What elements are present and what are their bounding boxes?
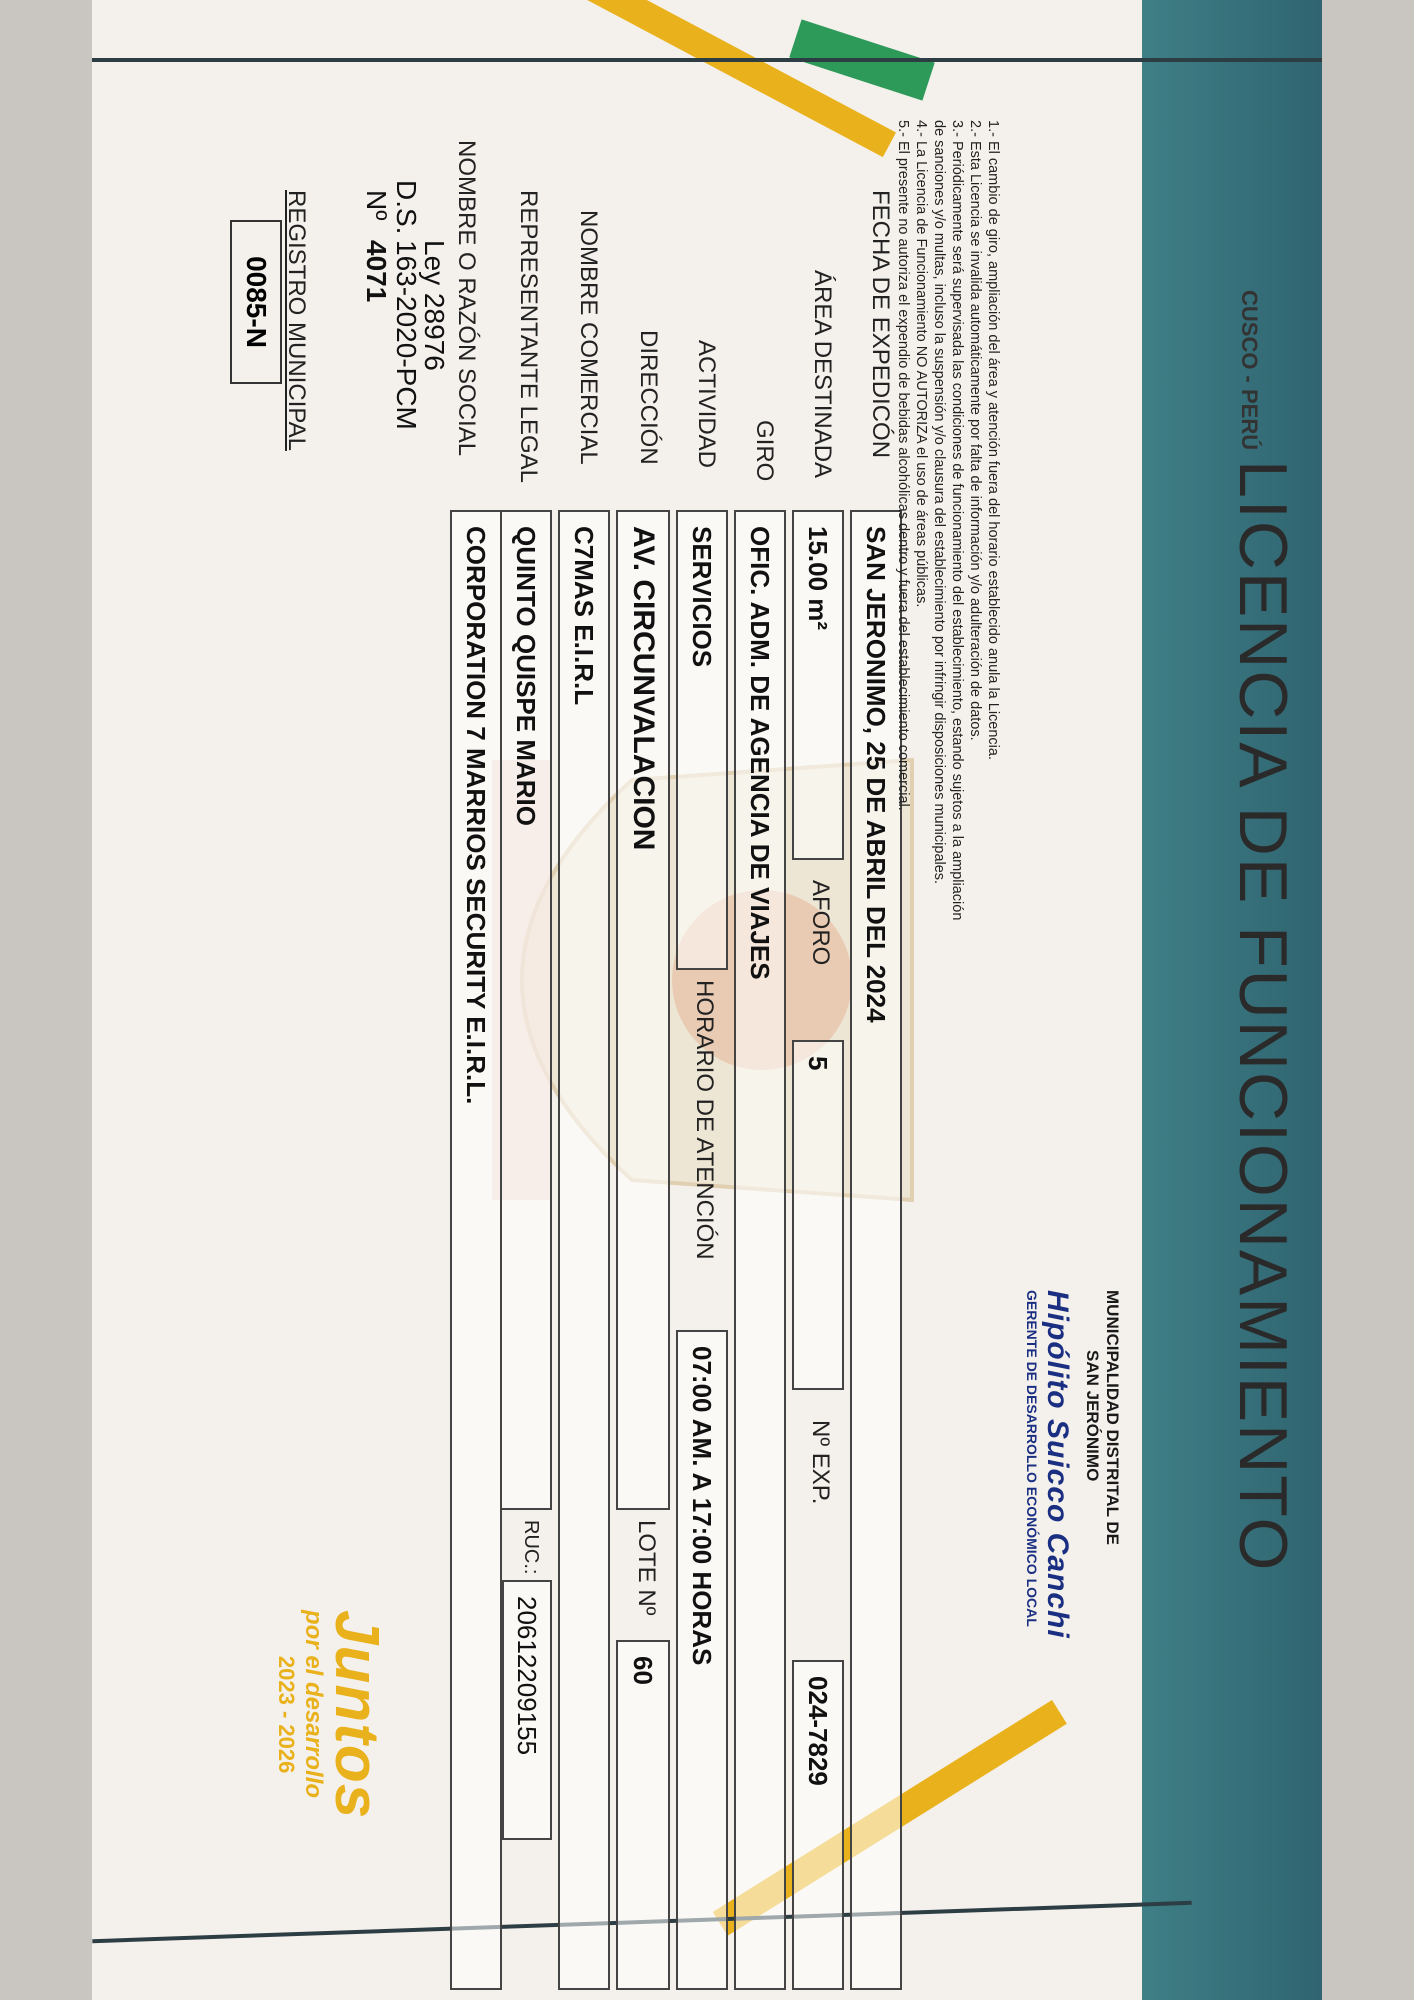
direccion-label: DIRECCIÓN [635,330,662,465]
municipality-line1: MUNICIPALIDAD DISTRITAL DE [1103,1290,1122,1545]
actividad-field: SERVICIOS [676,510,728,970]
numero-value: 4071 [361,240,392,303]
document-title: LICENCIA DE FUNCIONAMIENTO [1225,460,1301,1573]
registro-value: 0085-N [230,220,282,384]
ley-value: Ley 28976 [419,240,450,371]
exp-label: Nº EXP. [807,1420,834,1505]
note-item: 3.- Periódicamente será supervisada las condiciones de funcionamiento del establecimiento, estando sujetos a la ampliación [949,120,965,921]
ruc-field: 20612209155 [502,1580,552,1840]
note-item: 5.- El presente no autoriza el expendio de bebidas alcohólicas dentro y fuera del establecimiento comercial. [895,120,911,811]
horario-field: 07:00 AM. A 17:00 HORAS [676,1330,728,1990]
nombre-comercial-field: C7MAS E.I.R.L [558,510,610,1990]
signatory-role: GERENTE DE DESARROLLO ECONÓMICO LOCAL [1024,1290,1040,1627]
lote-label: LOTE Nº [633,1520,660,1616]
razon-social-label: NOMBRE O RAZÓN SOCIAL [453,140,480,457]
ds-value: 163-2020-PCM [391,240,422,430]
giro-field: OFIC. ADM. DE AGENCIA DE VIAJES [734,510,786,1990]
signature-block [1024,1290,1122,1710]
ruc-label: RUC.: [520,1520,542,1575]
location-label: CUSCO - PERÚ [1237,290,1262,451]
license-paper [92,0,1322,2000]
juntos-tagline: por el desarrollo [300,1610,327,1799]
juntos-logo [273,1610,392,1819]
note-item: 4.- La Licencia de Funcionamiento NO AUTORIZA el uso de áreas públicas. [913,120,929,608]
giro-label: GIRO [751,420,778,482]
representante-label: REPRESENTANTE LEGAL [515,190,542,483]
notes-list [894,120,1002,1320]
aforo-label: AFORO [807,880,834,966]
fecha-field: SAN JERONIMO, 25 DE ABRIL DEL 2024 [850,510,902,1990]
exp-field: 024-7829 [792,1660,844,1990]
registro-label: REGISTRO MUNICIPAL [283,190,310,451]
note-item: 1.- El cambio de giro, ampliación del área y atención fuera del horario establecido anula la Licencia. [985,120,1001,760]
razon-social-field: CORPORATION 7 MARRIOS SECURITY E.I.R.L. [450,510,502,1990]
ds-label: D.S. [391,180,422,235]
juntos-slogan: Juntos [322,1610,391,1820]
area-field: 15.00 m² [792,510,844,860]
note-item: de sanciones y/o multas, incluso la suspensión y/o clausura del establecimiento por infringir disposiciones municipales. [931,120,947,885]
numero-label: Nº [361,190,392,221]
nombre-comercial-label: NOMBRE COMERCIAL [575,210,602,465]
area-label: ÁREA DESTINADA [809,270,836,479]
license-sheet [92,0,1322,2000]
actividad-label: ACTIVIDAD [693,340,720,469]
direccion-field: AV. CIRCUNVALACION [616,510,670,1510]
municipality-line2: SAN JERÓNIMO [1083,1350,1102,1482]
representante-field: QUINTO QUISPE MARIO [500,510,552,1510]
fecha-label: FECHA DE EXPEDICÓN [867,190,894,459]
note-item: 2.- Esta Licencia se invalida automáticamente por falta de información y/o adulteración de datos. [967,120,983,741]
lote-field: 60 [616,1640,670,1990]
signatory-name: Hipólito Suicco Canchi [1041,1290,1074,1639]
juntos-years: 2023 - 2026 [274,1655,299,1774]
horario-label: HORARIO DE ATENCIÓN [691,980,718,1260]
aforo-field: 5 [792,1040,844,1390]
